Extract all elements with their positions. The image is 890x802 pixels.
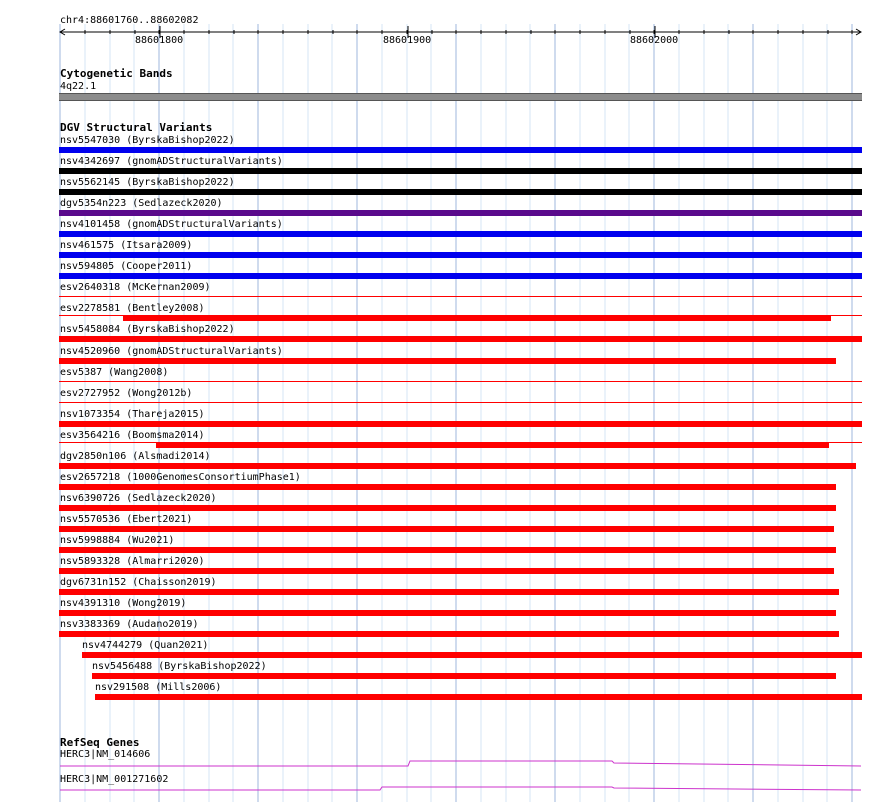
variant-label[interactable]: nsv4101458 (gnomADStructuralVariants): [60, 219, 283, 230]
variant-label[interactable]: esv3564216 (Boomsma2014): [60, 430, 205, 441]
variant-connector-line: [59, 402, 862, 403]
variant-label[interactable]: esv2657218 (1000GenomesConsortiumPhase1): [60, 472, 301, 483]
dgv-track-title[interactable]: DGV Structural Variants: [60, 121, 213, 134]
variant-feature-bar[interactable]: [59, 610, 836, 616]
variant-label[interactable]: nsv594805 (Cooper2011): [60, 261, 193, 272]
variant-feature-bar[interactable]: [59, 547, 836, 553]
gene-intron-line[interactable]: [60, 787, 861, 790]
variant-label[interactable]: nsv4520960 (gnomADStructuralVariants): [60, 346, 283, 357]
variant-feature-bar[interactable]: [59, 589, 839, 595]
variant-feature-bar[interactable]: [59, 484, 836, 490]
variant-feature-bar[interactable]: [59, 526, 834, 532]
variant-feature-bar[interactable]: [59, 168, 862, 174]
variant-feature-bar[interactable]: [59, 231, 862, 237]
variant-label[interactable]: nsv5456488 (ByrskaBishop2022): [92, 661, 267, 672]
variant-feature-bar[interactable]: [59, 336, 862, 342]
variant-connector-line: [59, 296, 862, 297]
variant-label[interactable]: nsv4744279 (Quan2021): [82, 640, 209, 651]
variant-feature-bar[interactable]: [59, 147, 862, 153]
variant-label[interactable]: esv2640318 (McKernan2009): [60, 282, 211, 293]
variant-feature-bar[interactable]: [95, 694, 862, 700]
variant-feature-bar[interactable]: [59, 568, 834, 574]
variant-label[interactable]: nsv5458084 (ByrskaBishop2022): [60, 324, 235, 335]
variant-label[interactable]: nsv461575 (Itsara2009): [60, 240, 193, 251]
ruler-tick-label: 88601900: [383, 35, 432, 46]
variant-feature-bar[interactable]: [59, 421, 862, 427]
variant-label[interactable]: nsv6390726 (Sedlazeck2020): [60, 493, 217, 504]
variant-label[interactable]: nsv291508 (Mills2006): [95, 682, 222, 693]
variant-label[interactable]: esv2727952 (Wong2012b): [60, 388, 193, 399]
variant-label[interactable]: dgv2850n106 (Alsmadi2014): [60, 451, 211, 462]
variant-feature-bar[interactable]: [59, 273, 862, 279]
variant-label[interactable]: nsv5562145 (ByrskaBishop2022): [60, 177, 235, 188]
variant-connector-line: [59, 381, 862, 382]
cytoband-feature[interactable]: [59, 93, 862, 101]
cytoband-label: 4q22.1: [60, 81, 97, 92]
cytobands-track-title[interactable]: Cytogenetic Bands: [60, 67, 173, 80]
gene-label: HERC3|NM_014606: [60, 749, 151, 760]
variant-label[interactable]: nsv5547030 (ByrskaBishop2022): [60, 135, 235, 146]
refseq-gene-models: [0, 750, 890, 802]
gene-label: HERC3|NM_001271602: [60, 774, 169, 785]
ruler-tick-label: 88602000: [630, 35, 679, 46]
variant-feature-bar[interactable]: [59, 631, 839, 637]
variant-feature-bar[interactable]: [59, 189, 862, 195]
ruler-tick-label: 88601800: [135, 35, 184, 46]
variant-feature-bar[interactable]: [92, 673, 836, 679]
variant-label[interactable]: dgv6731n152 (Chaisson2019): [60, 577, 217, 588]
variant-feature-bar[interactable]: [59, 463, 856, 469]
coordinate-ruler: [0, 24, 890, 48]
variant-label[interactable]: nsv5570536 (Ebert2021): [60, 514, 193, 525]
variant-label[interactable]: nsv3383369 (Audano2019): [60, 619, 199, 630]
variant-feature-bar[interactable]: [59, 252, 862, 258]
variant-label[interactable]: nsv4391310 (Wong2019): [60, 598, 187, 609]
variant-label[interactable]: esv5387 (Wang2008): [60, 367, 169, 378]
refseq-track-title[interactable]: RefSeq Genes: [60, 736, 140, 749]
variant-label[interactable]: nsv5893328 (Almarri2020): [60, 556, 205, 567]
variant-label[interactable]: dgv5354n223 (Sedlazeck2020): [60, 198, 223, 209]
gene-intron-line[interactable]: [60, 761, 861, 766]
variant-feature-bar[interactable]: [59, 505, 836, 511]
variant-feature-bar[interactable]: [59, 358, 836, 364]
variant-label[interactable]: nsv1073354 (Thareja2015): [60, 409, 205, 420]
variant-feature-bar[interactable]: [59, 210, 862, 216]
variant-label[interactable]: esv2278581 (Bentley2008): [60, 303, 205, 314]
variant-feature-bar[interactable]: [123, 315, 831, 321]
variant-label[interactable]: nsv4342697 (gnomADStructuralVariants): [60, 156, 283, 167]
variant-feature-bar[interactable]: [156, 442, 829, 448]
variant-feature-bar[interactable]: [82, 652, 862, 658]
variant-label[interactable]: nsv5998884 (Wu2021): [60, 535, 175, 546]
locus-label: chr4:88601760..88602082: [60, 15, 199, 26]
